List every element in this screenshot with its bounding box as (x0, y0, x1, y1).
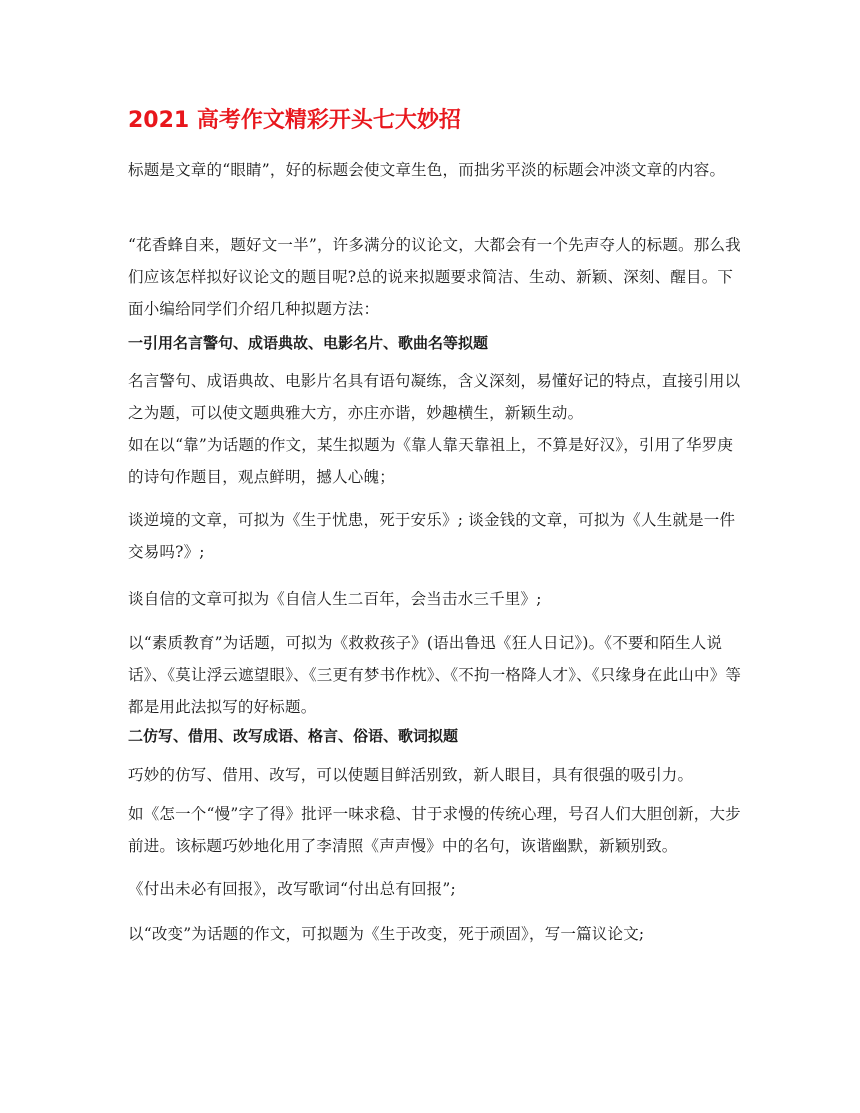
paragraph-example-4: 以“素质教育”为话题，可拟为《救救孩子》(语出鲁迅《狂人日记》)。《不要和陌生人说话》、《莫让浮云遮望眼》、《三更有梦书作枕》、《不拘一格降人才》、《只缘身在此山中》等都是用此法拟写的好标题。 (128, 634, 742, 716)
paragraph-method-1: 名言警句、成语典故、电影片名具有语句凝练，含义深刻，易懂好记的特点，直接引用以之为题，可以使文题典雅大方，亦庄亦谐，妙趣横生，新颖生动。 (128, 372, 741, 422)
paragraph-method-2: 巧妙的仿写、借用、改写，可以使题目鲜活别致，新人眼目，具有很强的吸引力。 (128, 766, 694, 784)
section-heading-2: 二仿写、借用、改写成语、格言、俗语、歌词拟题 (128, 727, 459, 745)
paragraph-example-7: 以“改变”为话题的作文，可拟题为《生于改变，死于顽固》，写一篇议论文; (128, 925, 645, 943)
paragraph-lead: “花香蜂自来，题好文一半”，许多满分的议论文，大都会有一个先声夺人的标题。那么我们应该怎样拟好议论文的题目呢?总的说来拟题要求简洁、生动、新颖、深刻、醒目。下面小编给同学们介绍几种拟题方法： (128, 236, 741, 318)
paragraph-intro: 标题是文章的“眼睛”，好的标题会使文章生色，而拙劣平淡的标题会冲淡文章的内容。 (128, 161, 726, 179)
paragraph-example-6: 《付出未必有回报》，改写歌词“付出总有回报”; (128, 880, 456, 898)
paragraph-example-1: 如在以“靠”为话题的作文，某生拟题为《靠人靠天靠祖上，不算是好汉》，引用了华罗庚的诗句作题目，观点鲜明，撼人心魄； (128, 436, 734, 486)
paragraph-example-2: 谈逆境的文章，可拟为《生于忧患，死于安乐》; 谈金钱的文章，可拟为《人生就是一件交易吗?》; (128, 511, 736, 561)
section-heading-1: 一引用名言警句、成语典故、电影名片、歌曲名等拟题 (128, 334, 489, 352)
paragraph-example-5: 如《怎一个“慢”字了得》批评一味求稳、甘于求慢的传统心理，号召人们大胆创新，大步前进。该标题巧妙地化用了李清照《声声慢》中的名句，诙谐幽默，新颖别致。 (128, 805, 741, 855)
document-title: 2021 高考作文精彩开头七大妙招 (128, 108, 461, 133)
paragraph-example-3: 谈自信的文章可拟为《自信人生二百年，会当击水三千里》; (128, 590, 542, 608)
